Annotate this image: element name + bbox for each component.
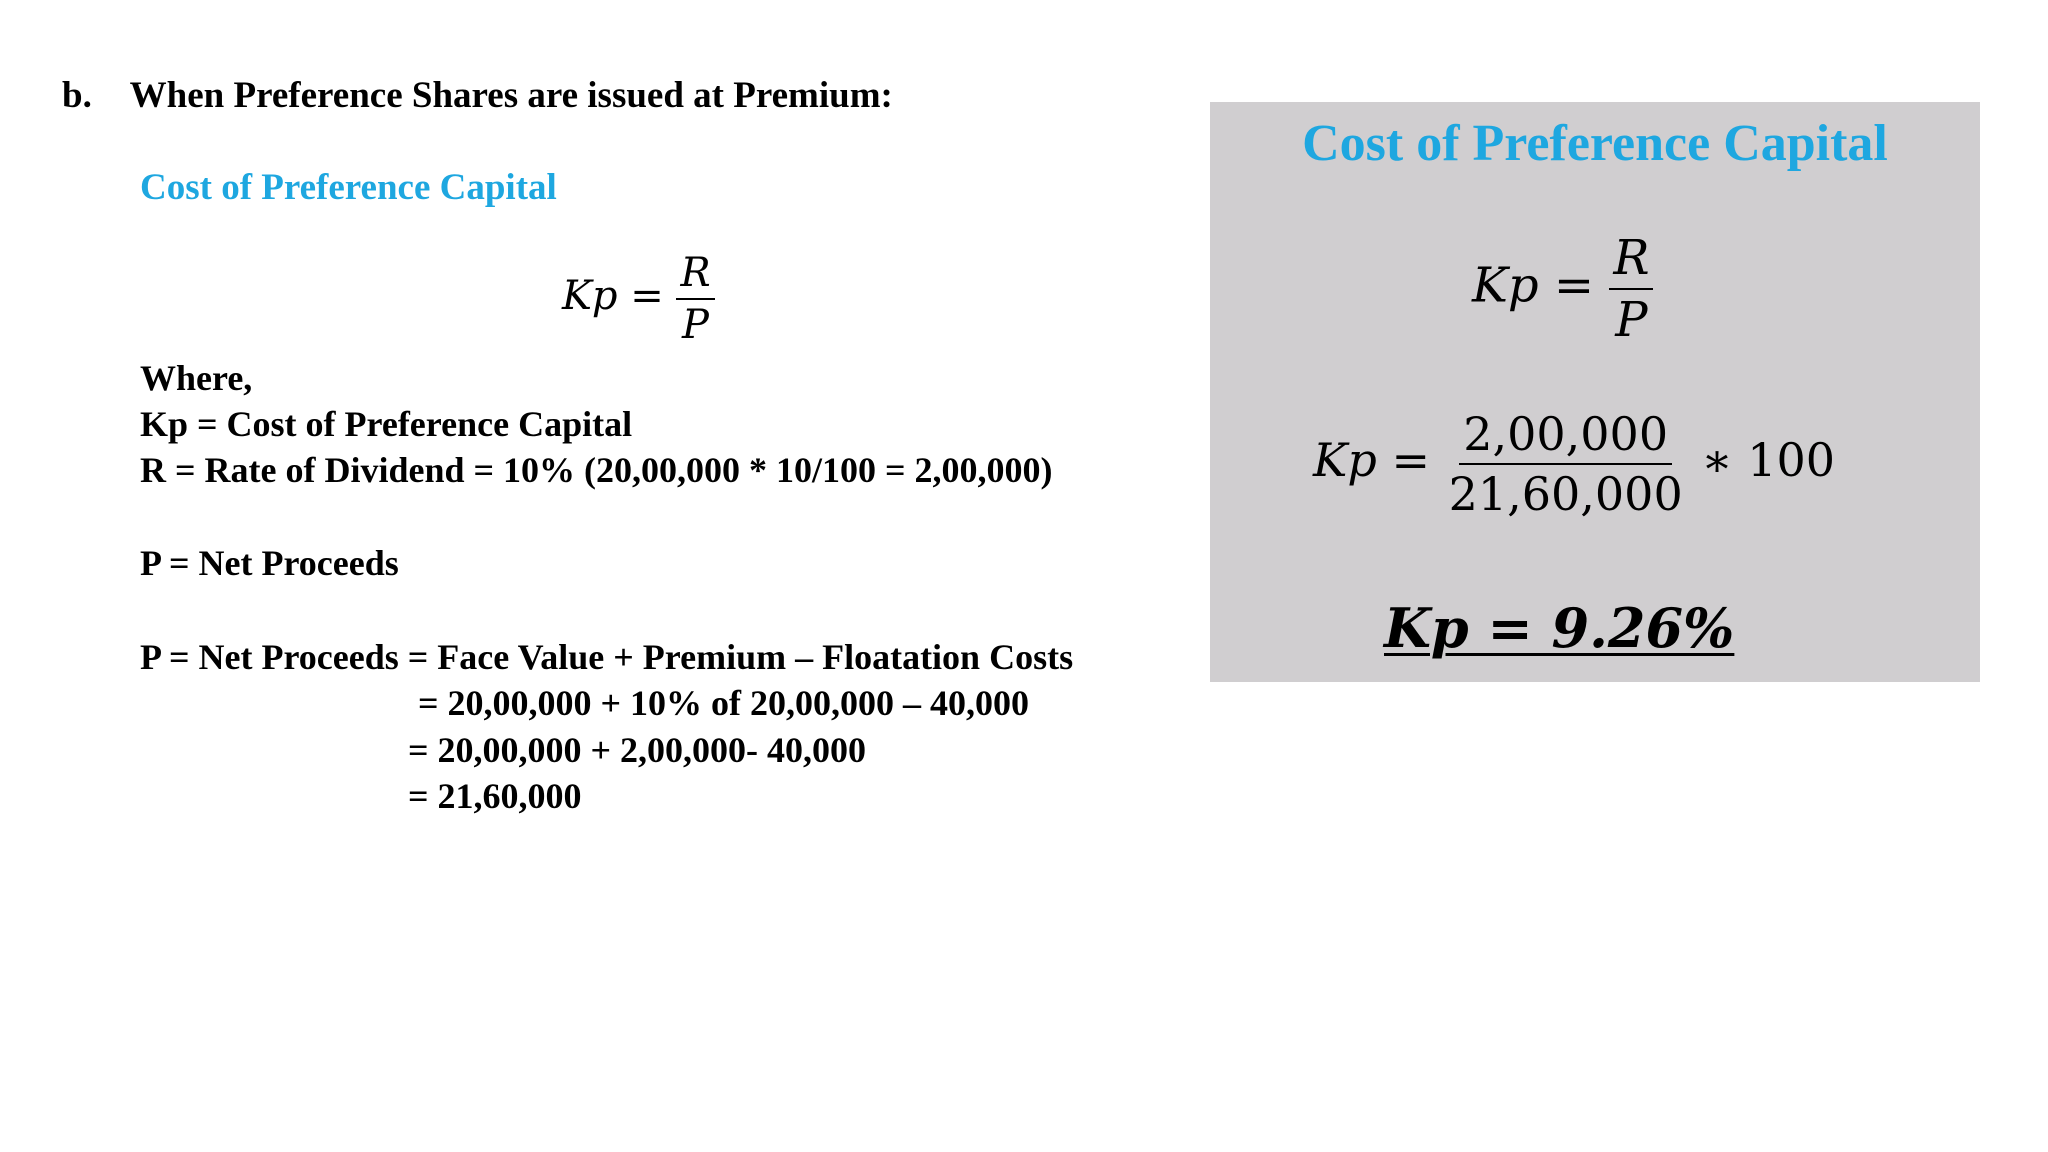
panel-calc-eq: = — [1391, 433, 1430, 487]
where-label: Where, — [140, 358, 253, 398]
left-formula-eq: = — [630, 273, 664, 319]
summary-panel — [1210, 102, 1980, 682]
panel-calc-operator: ∗ — [1701, 433, 1733, 487]
panel-formula-eq: = — [1553, 257, 1595, 314]
p-definition: P = Net Proceeds — [140, 543, 399, 583]
p-calc-line-2: = 20,00,000 + 10% of 20,00,000 – 40,000 — [418, 683, 1030, 723]
section-heading — [62, 74, 893, 117]
panel-formula — [1472, 230, 1653, 348]
left-subtitle: Cost of Preference Capital — [140, 167, 557, 208]
panel-formula-denominator: P — [1615, 292, 1648, 348]
panel-formula-lhs: Kp — [1472, 257, 1539, 314]
left-formula-denominator: P — [682, 302, 709, 348]
panel-calculation — [1313, 407, 1835, 521]
panel-calc-fraction — [1445, 407, 1687, 521]
panel-formula-numerator: R — [1609, 230, 1653, 290]
panel-title: Cost of Preference Capital — [1302, 115, 1888, 172]
r-definition: R = Rate of Dividend = 10% (20,00,000 * 10/100 = 2,00,000) — [140, 450, 1053, 490]
panel-result: Kp = 9.26% — [1384, 596, 1735, 660]
kp-definition: Kp = Cost of Preference Capital — [140, 404, 633, 444]
panel-formula-fraction — [1609, 230, 1653, 348]
panel-calc-lhs: Kp — [1313, 433, 1377, 487]
panel-calc-numerator: 2,00,000 — [1459, 407, 1672, 465]
section-title: When Preference Shares are issued at Premium: — [129, 75, 893, 116]
left-formula-numerator: R — [676, 250, 714, 300]
panel-calc-denominator: 21,60,000 — [1448, 467, 1683, 521]
p-calc-line-3: = 20,00,000 + 2,00,000- 40,000 — [408, 730, 867, 770]
left-formula-lhs: Kp — [562, 273, 618, 319]
section-label: b. — [62, 75, 92, 116]
p-calc-line-1: P = Net Proceeds = Face Value + Premium – Floatation Costs — [140, 637, 1074, 677]
left-formula-fraction — [676, 250, 714, 348]
p-calc-line-4: = 21,60,000 — [408, 776, 582, 816]
left-formula — [562, 250, 715, 348]
panel-calc-multiplier: 100 — [1747, 433, 1836, 487]
